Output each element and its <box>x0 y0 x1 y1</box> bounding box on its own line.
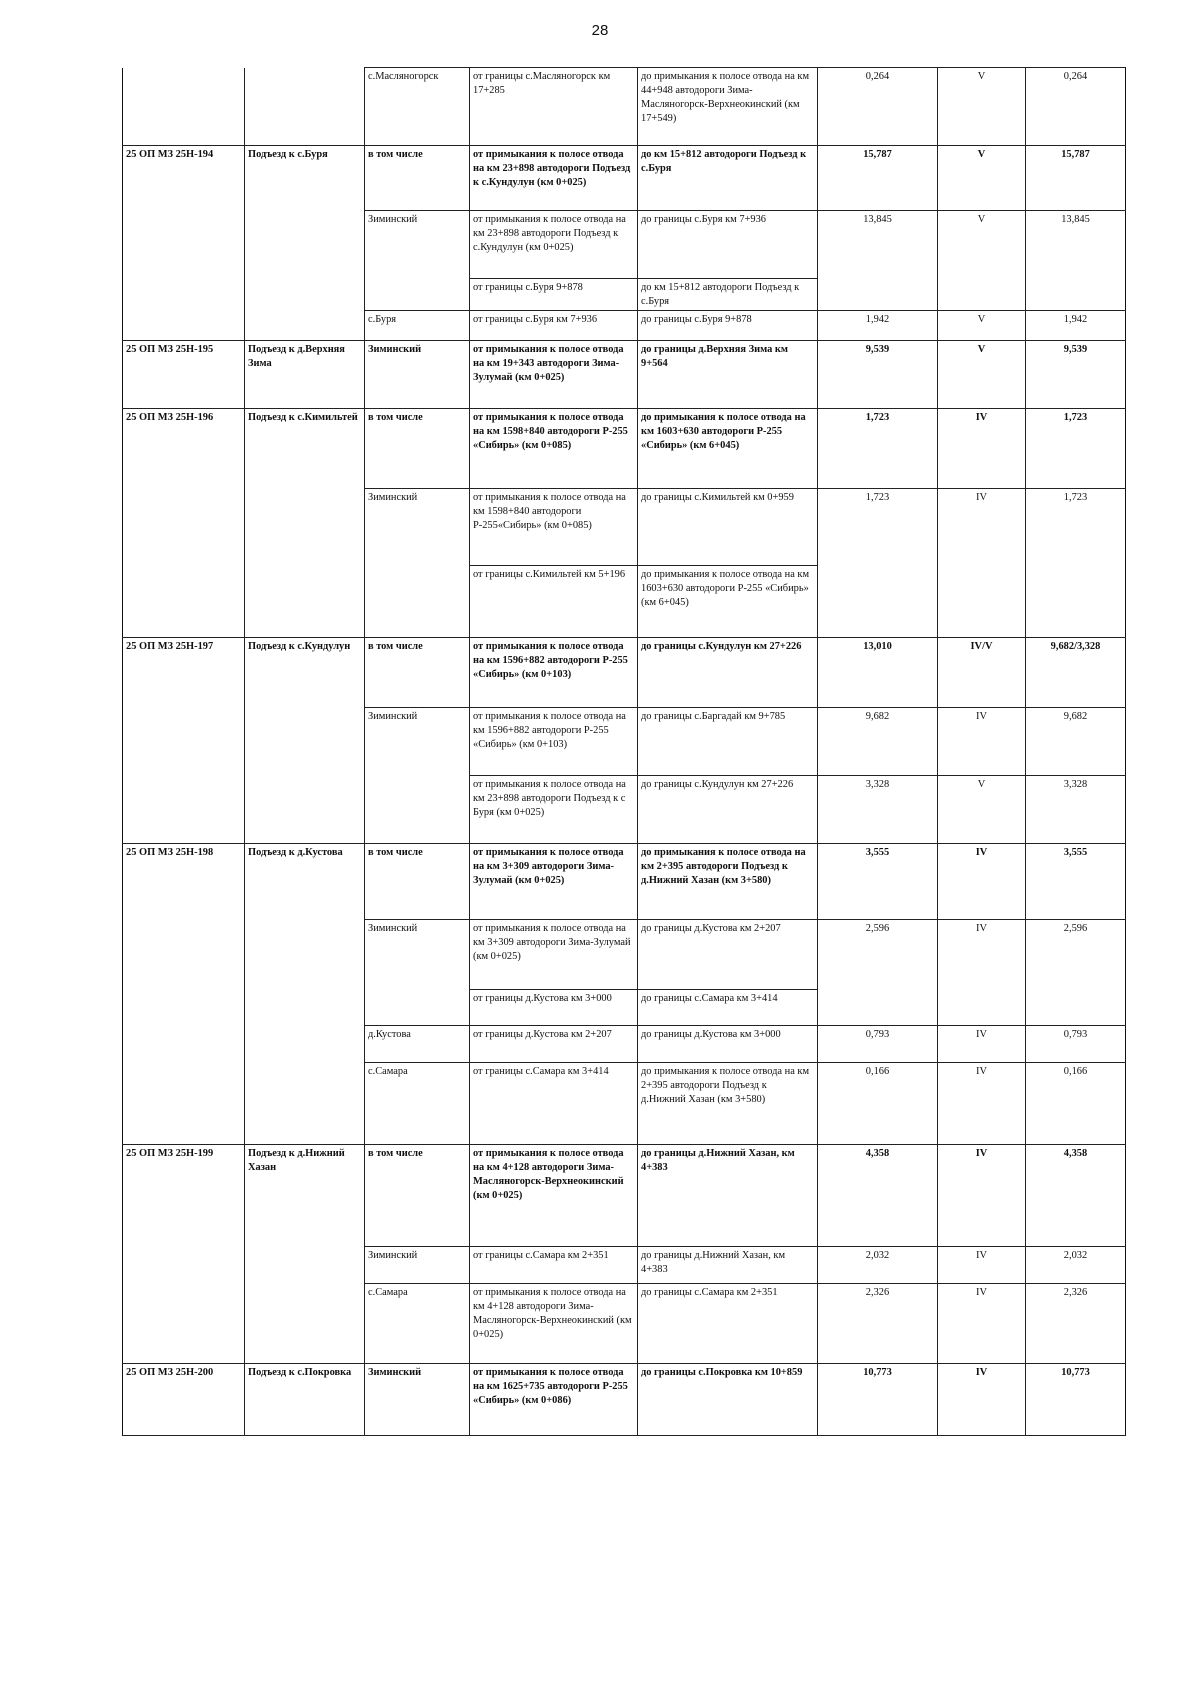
category-cell: IV <box>938 1026 1026 1063</box>
district-cell: в том числе <box>365 844 470 920</box>
road-name <box>245 211 365 279</box>
from-cell: от примыкания к полосе отвода на км 3+309 автодороги Зима-Зулумай (км 0+025) <box>470 920 638 990</box>
road-name <box>245 1026 365 1063</box>
length-cell <box>818 990 938 1026</box>
road-name <box>245 1247 365 1284</box>
length2-cell: 2,032 <box>1026 1247 1126 1284</box>
district-cell: Зиминский <box>365 489 470 566</box>
table-row <box>123 1026 1126 1063</box>
from-cell: от примыкания к полосе отвода на км 4+128 автодороги Зима-Масляногорск-Верхнеокинский (км 0+025) <box>470 1145 638 1247</box>
length-cell: 9,539 <box>818 341 938 409</box>
district-cell: с.Буря <box>365 311 470 341</box>
row-code <box>123 279 245 311</box>
table-row <box>123 409 1126 489</box>
table-row <box>123 311 1126 341</box>
from-cell: от границы д.Кустова км 2+207 <box>470 1026 638 1063</box>
district-cell: д.Кустова <box>365 1026 470 1063</box>
category-cell: IV <box>938 1247 1026 1284</box>
to-cell: до границы с.Кундулун км 27+226 <box>638 638 818 708</box>
road-name <box>245 489 365 566</box>
length-cell: 13,845 <box>818 211 938 279</box>
length-cell: 3,328 <box>818 776 938 844</box>
length2-cell <box>1026 566 1126 638</box>
district-cell: Зиминский <box>365 341 470 409</box>
length-cell <box>818 279 938 311</box>
length-cell: 2,032 <box>818 1247 938 1284</box>
category-cell: IV <box>938 1284 1026 1364</box>
district-cell: Зиминский <box>365 1247 470 1284</box>
to-cell: до примыкания к полосе отвода на км 2+395 автодороги Подъезд к д.Нижний Хазан (км 3+580) <box>638 1063 818 1145</box>
district-cell: в том числе <box>365 409 470 489</box>
table-row <box>123 1145 1126 1247</box>
from-cell: от границы с.Кимильтей км 5+196 <box>470 566 638 638</box>
row-code <box>123 1063 245 1145</box>
to-cell: до границы д.Нижний Хазан, км 4+383 <box>638 1247 818 1284</box>
category-cell: V <box>938 776 1026 844</box>
length-cell: 15,787 <box>818 146 938 211</box>
table-row <box>123 146 1126 211</box>
from-cell: от примыкания к полосе отвода на км 23+898 автодороги Подъезд к с.Кундулун (км 0+025) <box>470 211 638 279</box>
length2-cell: 15,787 <box>1026 146 1126 211</box>
row-code: 25 ОП МЗ 25Н-197 <box>123 638 245 708</box>
category-cell: IV <box>938 1063 1026 1145</box>
to-cell: до границы с.Самара км 2+351 <box>638 1284 818 1364</box>
from-cell: от примыкания к полосе отвода на км 1598+840 автодороги Р-255«Сибирь» (км 0+085) <box>470 489 638 566</box>
to-cell: до примыкания к полосе отвода на км 1603+630 автодороги Р-255 «Сибирь» (км 6+045) <box>638 409 818 489</box>
table-row <box>123 1247 1126 1284</box>
row-code <box>123 776 245 844</box>
roads-table <box>122 67 1126 1436</box>
length-cell: 1,942 <box>818 311 938 341</box>
to-cell: до примыкания к полосе отвода на км 44+948 автодороги Зима-Масляногорск-Верхнеокинский (км 17+549) <box>638 68 818 146</box>
table-row <box>123 920 1126 990</box>
length2-cell: 2,596 <box>1026 920 1126 990</box>
road-name <box>245 566 365 638</box>
category-cell: V <box>938 146 1026 211</box>
from-cell: от примыкания к полосе отвода на км 19+343 автодороги Зима-Зулумай (км 0+025) <box>470 341 638 409</box>
to-cell: до границы с.Буря км 7+936 <box>638 211 818 279</box>
category-cell <box>938 990 1026 1026</box>
length2-cell: 2,326 <box>1026 1284 1126 1364</box>
district-cell: с.Масляногорск <box>365 68 470 146</box>
category-cell: IV <box>938 1364 1026 1436</box>
row-code: 25 ОП МЗ 25Н-199 <box>123 1145 245 1247</box>
length2-cell: 0,166 <box>1026 1063 1126 1145</box>
from-cell: от границы с.Буря 9+878 <box>470 279 638 311</box>
to-cell: до границы д.Верхняя Зима км 9+564 <box>638 341 818 409</box>
district-cell <box>365 776 470 844</box>
row-code: 25 ОП МЗ 25Н-200 <box>123 1364 245 1436</box>
from-cell: от границы с.Масляногорск км 17+285 <box>470 68 638 146</box>
length2-cell <box>1026 990 1126 1026</box>
row-code <box>123 311 245 341</box>
length2-cell: 3,555 <box>1026 844 1126 920</box>
road-name <box>245 776 365 844</box>
page-number: 28 <box>591 22 609 39</box>
row-code: 25 ОП МЗ 25Н-198 <box>123 844 245 920</box>
district-cell: Зиминский <box>365 708 470 776</box>
category-cell: V <box>938 68 1026 146</box>
road-name: Подъезд к с.Буря <box>245 146 365 211</box>
length2-cell: 9,682/3,328 <box>1026 638 1126 708</box>
row-code <box>123 566 245 638</box>
length2-cell: 9,539 <box>1026 341 1126 409</box>
from-cell: от примыкания к полосе отвода на км 1625+735 автодороги Р-255 «Сибирь» (км 0+086) <box>470 1364 638 1436</box>
row-code <box>123 920 245 990</box>
length-cell: 2,596 <box>818 920 938 990</box>
length2-cell: 3,328 <box>1026 776 1126 844</box>
from-cell: от примыкания к полосе отвода на км 3+309 автодороги Зима-Зулумай (км 0+025) <box>470 844 638 920</box>
length-cell: 2,326 <box>818 1284 938 1364</box>
category-cell: V <box>938 211 1026 279</box>
table-row <box>123 990 1126 1026</box>
to-cell: до примыкания к полосе отвода на км 1603+630 автодороги Р-255 «Сибирь» (км 6+045) <box>638 566 818 638</box>
district-cell <box>365 566 470 638</box>
category-cell: IV <box>938 708 1026 776</box>
district-cell: в том числе <box>365 638 470 708</box>
road-name: Подъезд к д.Верхняя Зима <box>245 341 365 409</box>
table-row <box>123 1364 1126 1436</box>
road-name <box>245 68 365 146</box>
length-cell: 0,793 <box>818 1026 938 1063</box>
table-row <box>123 341 1126 409</box>
length2-cell <box>1026 279 1126 311</box>
to-cell: до примыкания к полосе отвода на км 2+395 автодороги Подъезд к д.Нижний Хазан (км 3+580) <box>638 844 818 920</box>
row-code <box>123 990 245 1026</box>
to-cell: до границы с.Кимильтей км 0+959 <box>638 489 818 566</box>
table-row <box>123 708 1126 776</box>
length-cell: 4,358 <box>818 1145 938 1247</box>
length-cell: 0,166 <box>818 1063 938 1145</box>
road-name: Подъезд к д.Кустова <box>245 844 365 920</box>
length2-cell: 10,773 <box>1026 1364 1126 1436</box>
road-name <box>245 990 365 1026</box>
length2-cell: 1,942 <box>1026 311 1126 341</box>
category-cell: V <box>938 341 1026 409</box>
category-cell <box>938 279 1026 311</box>
district-cell: Зиминский <box>365 1364 470 1436</box>
table-row <box>123 279 1126 311</box>
from-cell: от примыкания к полосе отвода на км 23+898 автодороги Подъезд к с Буря (км 0+025) <box>470 776 638 844</box>
row-code: 25 ОП МЗ 25Н-195 <box>123 341 245 409</box>
table-row <box>123 566 1126 638</box>
length2-cell: 4,358 <box>1026 1145 1126 1247</box>
road-name <box>245 279 365 311</box>
length2-cell: 9,682 <box>1026 708 1126 776</box>
length-cell: 0,264 <box>818 68 938 146</box>
length-cell: 13,010 <box>818 638 938 708</box>
road-name: Подъезд к с.Кимильтей <box>245 409 365 489</box>
row-code <box>123 1026 245 1063</box>
road-name: Подъезд к д.Нижний Хазан <box>245 1145 365 1247</box>
row-code: 25 ОП МЗ 25Н-196 <box>123 409 245 489</box>
district-cell: в том числе <box>365 1145 470 1247</box>
district-cell: в том числе <box>365 146 470 211</box>
category-cell: IV/V <box>938 638 1026 708</box>
road-name: Подъезд к с.Кундулун <box>245 638 365 708</box>
to-cell: до км 15+812 автодороги Подъезд к с.Буря <box>638 279 818 311</box>
length-cell: 10,773 <box>818 1364 938 1436</box>
category-cell: IV <box>938 489 1026 566</box>
road-name <box>245 1063 365 1145</box>
length-cell <box>818 566 938 638</box>
from-cell: от границы с.Самара км 2+351 <box>470 1247 638 1284</box>
length2-cell: 1,723 <box>1026 409 1126 489</box>
from-cell: от примыкания к полосе отвода на км 1598+840 автодороги Р-255 «Сибирь» (км 0+085) <box>470 409 638 489</box>
district-cell <box>365 990 470 1026</box>
district-cell: Зиминский <box>365 920 470 990</box>
district-cell: Зиминский <box>365 211 470 279</box>
from-cell: от границы с.Буря км 7+936 <box>470 311 638 341</box>
table-row <box>123 776 1126 844</box>
length2-cell: 0,264 <box>1026 68 1126 146</box>
length-cell: 1,723 <box>818 409 938 489</box>
length2-cell: 0,793 <box>1026 1026 1126 1063</box>
table-row <box>123 68 1126 146</box>
to-cell: до км 15+812 автодороги Подъезд к с.Буря <box>638 146 818 211</box>
category-cell <box>938 566 1026 638</box>
length2-cell: 13,845 <box>1026 211 1126 279</box>
table-row <box>123 211 1126 279</box>
from-cell: от примыкания к полосе отвода на км 1596+882 автодороги Р-255 «Сибирь» (км 0+103) <box>470 638 638 708</box>
to-cell: до границы с.Буря 9+878 <box>638 311 818 341</box>
from-cell: от примыкания к полосе отвода на км 1596+882 автодороги Р-255 «Сибирь» (км 0+103) <box>470 708 638 776</box>
to-cell: до границы д.Нижний Хазан, км 4+383 <box>638 1145 818 1247</box>
to-cell: до границы д.Кустова км 3+000 <box>638 1026 818 1063</box>
row-code <box>123 1247 245 1284</box>
row-code <box>123 708 245 776</box>
road-name: Подъезд к с.Покровка <box>245 1364 365 1436</box>
length-cell: 9,682 <box>818 708 938 776</box>
from-cell: от примыкания к полосе отвода на км 23+898 автодороги Подъезд к с.Кундулун (км 0+025) <box>470 146 638 211</box>
road-name <box>245 311 365 341</box>
category-cell: IV <box>938 844 1026 920</box>
district-cell: с.Самара <box>365 1063 470 1145</box>
length-cell: 3,555 <box>818 844 938 920</box>
table-row <box>123 1284 1126 1364</box>
table-row <box>123 638 1126 708</box>
row-code <box>123 1284 245 1364</box>
district-cell: с.Самара <box>365 1284 470 1364</box>
district-cell <box>365 279 470 311</box>
to-cell: до границы д.Кустова км 2+207 <box>638 920 818 990</box>
road-name <box>245 920 365 990</box>
from-cell: от границы д.Кустова км 3+000 <box>470 990 638 1026</box>
to-cell: до границы с.Кундулун км 27+226 <box>638 776 818 844</box>
road-name <box>245 708 365 776</box>
table-row <box>123 844 1126 920</box>
row-code <box>123 489 245 566</box>
row-code: 25 ОП МЗ 25Н-194 <box>123 146 245 211</box>
row-code <box>123 211 245 279</box>
category-cell: IV <box>938 920 1026 990</box>
to-cell: до границы с.Баргадай км 9+785 <box>638 708 818 776</box>
from-cell: от границы с.Самара км 3+414 <box>470 1063 638 1145</box>
table-row <box>123 489 1126 566</box>
length2-cell: 1,723 <box>1026 489 1126 566</box>
to-cell: до границы с.Покровка км 10+859 <box>638 1364 818 1436</box>
row-code <box>123 68 245 146</box>
from-cell: от примыкания к полосе отвода на км 4+128 автодороги Зима-Масляногорск-Верхнеокинский (км 0+025) <box>470 1284 638 1364</box>
category-cell: IV <box>938 1145 1026 1247</box>
category-cell: IV <box>938 409 1026 489</box>
to-cell: до границы с.Самара км 3+414 <box>638 990 818 1026</box>
category-cell: V <box>938 311 1026 341</box>
road-name <box>245 1284 365 1364</box>
table-row <box>123 1063 1126 1145</box>
length-cell: 1,723 <box>818 489 938 566</box>
